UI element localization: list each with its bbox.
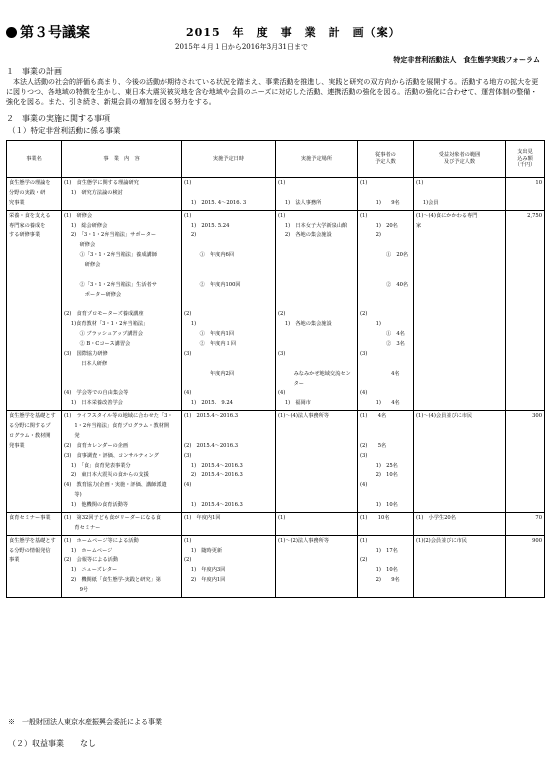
header-col-date: 実施予定日時 <box>182 141 276 178</box>
cell-line <box>64 301 179 311</box>
cell-line: (1) <box>278 514 286 521</box>
cell-line <box>360 241 411 251</box>
cell-line: 1)会員 <box>416 199 439 206</box>
cell-line <box>278 491 355 501</box>
cell-content <box>62 535 182 597</box>
cell-line <box>278 301 355 311</box>
cell-line: (1) <box>184 212 192 219</box>
cell-line: 2) 機関紙「食生態学-実践と研究」第 <box>64 577 161 584</box>
cell-beneficiary <box>414 178 506 211</box>
cell-line <box>278 241 355 251</box>
cell-line: (1) <box>416 180 424 186</box>
cell-line: 発事業 <box>9 442 25 449</box>
cell-line <box>278 481 355 491</box>
cell-line: 家 <box>416 222 422 229</box>
cell-line: ② 3名 <box>360 341 405 347</box>
cell-name <box>7 411 62 513</box>
cell-place <box>276 411 358 513</box>
cell-line: (2) <box>278 311 286 318</box>
cell-line: (1) <box>360 212 368 219</box>
cell-line: (3) <box>360 350 368 357</box>
cell-line: 2) 年度内1回 <box>184 577 226 584</box>
cell-line: 1) 10名 <box>360 567 398 574</box>
cell-line: 1) 4名 <box>360 400 400 407</box>
cell-line <box>184 271 273 281</box>
cell-line: 2) <box>360 232 381 239</box>
cell-line: 1)食育教材「3・1・2弁当箱法」 <box>64 321 149 328</box>
cell-line: 食生態学を基礎とす <box>9 413 56 420</box>
cell-line: 1) ホームページ <box>64 547 113 554</box>
cell-line: 等) <box>64 492 82 499</box>
cell-line: (2) 会報等による活動 <box>64 557 119 564</box>
cell-line <box>416 189 503 199</box>
cell-line: (3) <box>184 350 192 357</box>
cell-line: ログラム・教材開 <box>9 432 51 439</box>
cell-line: 究事業 <box>9 199 25 206</box>
cell-staff <box>358 512 414 535</box>
table-row <box>7 210 545 411</box>
cell-line: ① 年度内1回 <box>184 331 234 338</box>
cell-line: 4名 <box>360 370 400 377</box>
cell-line: 1) 日本女子大学新泉山館 <box>278 222 348 229</box>
cell-date <box>182 411 276 513</box>
cell-line <box>278 281 355 291</box>
cell-line: (4) <box>184 390 192 397</box>
cell-line: (1)～(4)法人事務所等 <box>278 413 330 420</box>
cell-line: (2) 5名 <box>360 442 387 449</box>
cell-line: (1) 小学生20名 <box>416 514 456 521</box>
cell-line: (1) <box>278 212 286 219</box>
table-row <box>7 535 545 597</box>
cell-line: (1)～(4)食にかかわる専門 <box>416 212 478 219</box>
cell-line: 1) 17名 <box>360 547 398 554</box>
cell-line: 研修会 <box>64 242 96 249</box>
header-col-beneficiary: 受益対象者の範囲 及び予定人数 <box>414 141 506 178</box>
business-plan-table <box>6 140 545 598</box>
cell-line: (1) 食生態学に関する理論研究 <box>64 180 139 186</box>
cell-line: 食生態学の理論を <box>9 180 51 186</box>
cell-line <box>360 301 411 311</box>
table-header-row <box>7 141 545 178</box>
cell-line: 1・2弁当箱法」食育プログラム・教材開 <box>64 423 170 429</box>
cell-line: 栄養・食を支える <box>9 212 51 219</box>
cell-line <box>360 422 411 432</box>
cell-amount: 10 <box>506 178 545 211</box>
cell-line: ① 20名 <box>360 252 409 259</box>
cell-line <box>278 261 355 271</box>
cell-line: 発 <box>64 432 80 439</box>
cell-line: (3) 食事調査・評価、コンサルティング <box>64 452 159 459</box>
cell-line: (1) <box>360 537 368 544</box>
cell-line: 1) 各地の集会施設 <box>278 321 332 328</box>
section1-paragraph: 本法人活動の社会的評価も高まり、今後の活動が期待されている状況を踏まえ、事業活動を推進し、実践と研究の双方向から活動を展開する。活動する地方の拡大を更に図りつつ、各地域の特徴を生かし、東日本大震災被災地を含む地域や会員のニーズに対応した活動、連携活動の強化を図る。活動の強化に合わせて、運営体制の整備・強化を図る。また、引き続き、新規会員の増加を図る努力をする。 <box>6 78 539 106</box>
header-col-staff: 従事者の 予定人数 <box>358 141 414 178</box>
cell-line: ②「3・1・2弁当箱法」生活者サ <box>64 281 157 288</box>
cell-line <box>184 189 273 199</box>
cell-line: 2) 「3・1・2弁当箱法」サポーター <box>64 232 157 239</box>
cell-date <box>182 512 276 535</box>
cell-beneficiary <box>414 411 506 513</box>
header-col-amount: 支出見 込み額 （千円） <box>506 141 545 178</box>
cell-content <box>62 411 182 513</box>
cell-line <box>184 432 273 442</box>
cell-line: 1) <box>184 321 197 328</box>
section1-heading: １ 事業の計画 <box>6 67 62 76</box>
cell-content <box>62 210 182 411</box>
cell-line <box>360 360 411 370</box>
cell-line: 1) 日本栄養改善学会 <box>64 400 123 407</box>
cell-staff <box>358 411 414 513</box>
bullet-circle-icon <box>6 27 17 38</box>
cell-place <box>276 512 358 535</box>
cell-line: (3) <box>360 452 368 459</box>
cell-line <box>360 380 411 390</box>
table-row <box>7 512 545 535</box>
cell-line <box>278 360 355 370</box>
cell-line <box>64 370 179 380</box>
cell-line: (1)(2)会員並びに市民 <box>416 537 468 544</box>
cell-line <box>278 340 355 350</box>
cell-line: ② 40名 <box>360 281 409 288</box>
cell-line: する研修事業 <box>9 232 41 239</box>
cell-line: (2) 食育カレンダーの企画 <box>64 442 129 449</box>
cell-line: (2) 2015.4～2016.3 <box>184 442 239 449</box>
cell-line <box>360 491 411 501</box>
cell-line <box>64 380 179 390</box>
cell-line: 1) 20名 <box>360 222 398 229</box>
cell-line: ② B・Cコース講習会 <box>64 341 131 347</box>
cell-line: 食育セミナー事業 <box>9 514 51 521</box>
cell-line: 研修会 <box>64 262 101 268</box>
cell-line: る分野に関するプ <box>9 423 51 429</box>
cell-line: (1) 第32回子ども食がリーダーになる食 <box>64 514 161 521</box>
cell-line: 1) 法人事務所 <box>278 199 322 206</box>
cell-line <box>278 271 355 281</box>
cell-line: (4) <box>360 482 368 489</box>
cell-line: (4) <box>360 390 368 397</box>
cell-line: 9号 <box>64 587 89 593</box>
cell-line <box>184 360 273 370</box>
cell-line: (2) 食育プロモーターズ養成講座 <box>64 311 144 318</box>
cell-beneficiary <box>414 512 506 535</box>
section2-heading: ２ 事業の実施に関する事項 <box>6 114 110 123</box>
cell-line: 分野の実践・研 <box>9 189 46 196</box>
cell-beneficiary <box>414 210 506 411</box>
cell-line: 1) 2015.4～2016.3 <box>184 502 243 508</box>
table-row <box>7 178 545 211</box>
cell-line: ② 年度内１回 <box>184 341 236 347</box>
header-col-place: 実施予定場所 <box>276 141 358 178</box>
cell-line: 育セミナー <box>64 524 101 531</box>
cell-staff <box>358 210 414 411</box>
cell-line: (1) 10名 <box>360 514 390 521</box>
cell-line: (1) ホームページ等による活動 <box>64 537 139 544</box>
cell-line: 2) <box>184 232 197 239</box>
header-col-content: 事 業 内 容 <box>62 141 182 178</box>
cell-line: ② 年度内100回 <box>184 281 241 288</box>
cell-line <box>278 471 355 481</box>
agenda-number <box>6 22 90 42</box>
cell-line: 1) 25名 <box>360 462 398 469</box>
cell-line: 2) 10名 <box>360 472 398 479</box>
header-col-business-name: 事業名 <box>7 141 62 178</box>
cell-line <box>278 452 355 462</box>
cell-line: (1)～(4)会員並びに市民 <box>416 413 473 420</box>
cell-place <box>276 178 358 211</box>
cell-line <box>360 271 411 281</box>
cell-line: (1) 年度内1回 <box>184 514 221 521</box>
cell-line <box>278 462 355 472</box>
cell-line: (3) 国際協力研修 <box>64 350 108 357</box>
cell-line: ①「3・1・2弁当箱法」養成講師 <box>64 252 157 259</box>
cell-line: (1)～(2)法人事務所等 <box>278 537 330 544</box>
cell-line <box>184 241 273 251</box>
fiscal-period: 2015年４月１日から2016年3月31日まで <box>175 43 308 51</box>
cell-content <box>62 512 182 535</box>
cell-line: 2) 9名 <box>360 577 400 584</box>
cell-line <box>184 291 273 301</box>
cell-line: (3) <box>184 452 192 459</box>
cell-line: (2) <box>360 557 368 564</box>
cell-line: ① 4名 <box>360 331 405 338</box>
section2-subheading: （１）特定非営利活動に係る事業 <box>8 126 121 135</box>
cell-line: 1) 福岡市 <box>278 400 311 407</box>
cell-line: 専門家の養成を <box>9 222 46 229</box>
cell-line: 1) 2015. 4～2016. 3 <box>184 199 247 206</box>
cell-line <box>278 189 355 199</box>
cell-date <box>182 535 276 597</box>
cell-line <box>278 422 355 432</box>
cell-line <box>184 491 273 501</box>
cell-name <box>7 210 62 411</box>
income-business-line: （２）収益事業 なし <box>8 739 96 748</box>
cell-amount: 2,750 <box>506 210 545 411</box>
cell-line: (3) <box>278 350 286 357</box>
cell-line: ① ブラッシュアップ講習会 <box>64 331 143 338</box>
cell-line <box>360 432 411 442</box>
cell-content <box>62 178 182 211</box>
cell-line: (4) 学会等での自由集会等 <box>64 390 129 397</box>
cell-line <box>278 442 355 452</box>
cell-line <box>278 251 355 261</box>
cell-line <box>360 261 411 271</box>
cell-line: (1) 研修会 <box>64 212 93 219</box>
cell-line: 1) 研究方法論の検討 <box>64 189 123 196</box>
cell-line: 食生態学を基礎とす <box>9 537 56 544</box>
cell-date <box>182 178 276 211</box>
cell-line: (4) 教育協力(企画・実施・評価、講師派遣 <box>64 482 167 489</box>
cell-line: (1) <box>184 180 192 186</box>
cell-line: 1) ニューズレター <box>64 567 118 574</box>
footnote: ※ 一般財団法人東京水産振興会委託による事業 <box>8 718 162 726</box>
cell-line: 1) 「食」食育発表事業分 <box>64 462 131 469</box>
cell-line <box>184 380 273 390</box>
cell-line: (1) <box>360 180 368 186</box>
cell-line: 1) <box>360 321 381 328</box>
cell-line: (1) <box>278 180 286 186</box>
cell-line: 1) 総会研修会 <box>64 222 108 229</box>
cell-line: 1) 随時更新 <box>184 547 223 554</box>
cell-line <box>278 330 355 340</box>
cell-line: 1) 10名 <box>360 502 398 508</box>
cell-line: (2) <box>360 311 368 318</box>
cell-line: (4) <box>184 482 192 489</box>
cell-line <box>278 432 355 442</box>
cell-line: (2) <box>184 311 192 318</box>
table-body <box>7 178 545 598</box>
cell-line <box>278 291 355 301</box>
cell-line: 2) 各地の集会施設 <box>278 232 332 239</box>
cell-place <box>276 535 358 597</box>
cell-line: 1) 9名 <box>360 199 400 206</box>
document-title: 2015 年 度 事 業 計 画（案） <box>186 26 401 39</box>
cell-line: (1) 4名 <box>360 413 387 420</box>
cell-line <box>64 271 179 281</box>
cell-line: 2) 東日本大震災の食からの支援 <box>64 472 149 479</box>
cell-beneficiary <box>414 535 506 597</box>
cell-line: 年度内2回 <box>184 370 234 377</box>
cell-line: 1) 他機関の食育活動等 <box>64 502 129 508</box>
cell-line: ポーター研修会 <box>64 291 122 298</box>
cell-line: 1) 年度内3回 <box>184 567 226 574</box>
organization-name: 特定非営利活動法人 食生態学実践フォーラム <box>393 55 540 64</box>
cell-line <box>184 301 273 311</box>
cell-line <box>184 422 273 432</box>
cell-line <box>360 189 411 199</box>
cell-line: (4) <box>278 390 286 397</box>
table-row <box>7 411 545 513</box>
cell-line <box>278 501 355 511</box>
cell-line: 1) 2015. 5.24 <box>184 222 230 229</box>
cell-amount: 900 <box>506 535 545 597</box>
cell-line: (1) ライフスタイル等の地域に合わせた「3・ <box>64 413 173 420</box>
cell-line: 日本人研修 <box>64 360 108 367</box>
cell-amount: 300 <box>506 411 545 513</box>
cell-line: みなみかぜ地域交流セン <box>278 370 351 377</box>
cell-amount: 70 <box>506 512 545 535</box>
cell-name <box>7 178 62 211</box>
cell-line: る分野の情報発信 <box>9 547 51 554</box>
cell-line: (1) 2015.4～2016.3 <box>184 413 239 420</box>
cell-line: ター <box>278 380 304 387</box>
cell-line: (1) <box>184 537 192 544</box>
cell-line: (2) <box>184 557 192 564</box>
cell-line: 1) 2015. 9.24 <box>184 400 233 407</box>
cell-name <box>7 535 62 597</box>
cell-line: 2) 2015.4～2016.3 <box>184 472 243 479</box>
cell-line <box>360 291 411 301</box>
cell-place <box>276 210 358 411</box>
agenda-label: 第３号議案 <box>20 25 90 41</box>
cell-date <box>182 210 276 411</box>
cell-line: 1) 2015.4～2016.3 <box>184 462 243 469</box>
cell-staff <box>358 535 414 597</box>
cell-line: 事業 <box>9 557 20 564</box>
cell-staff <box>358 178 414 211</box>
cell-line: ① 年度内6回 <box>184 252 234 259</box>
cell-name <box>7 512 62 535</box>
cell-line <box>184 261 273 271</box>
